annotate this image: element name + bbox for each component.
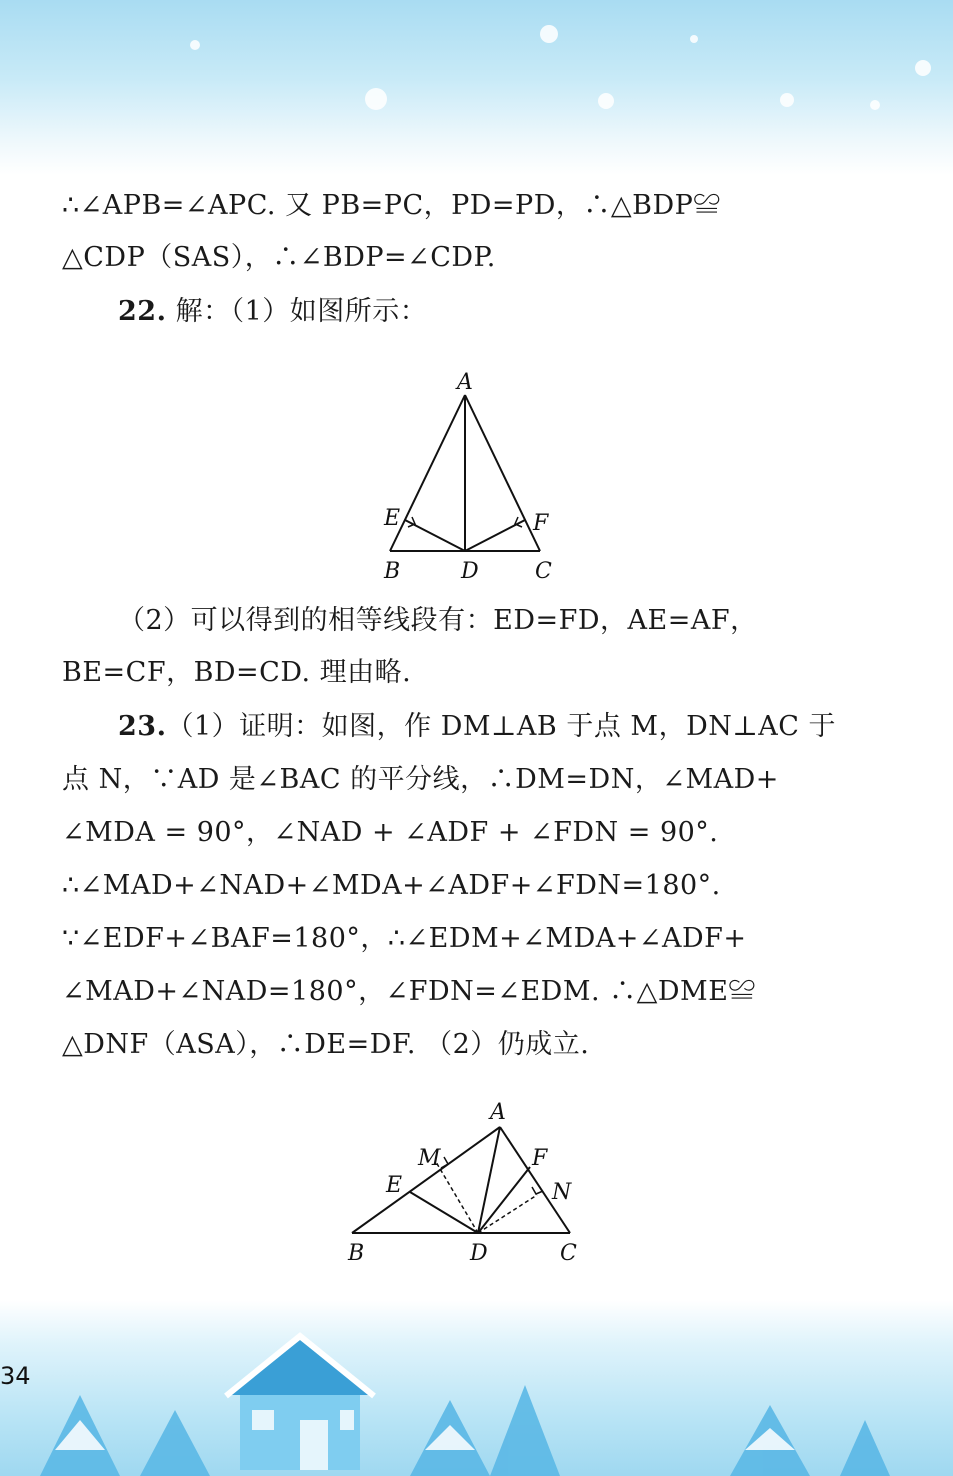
label-f: F [532,1146,548,1171]
problem-22-line [118,296,918,328]
problem-23-number: 23. [118,711,167,742]
label-f: F [533,511,549,536]
label-e: E [386,1173,403,1198]
label-d: D [470,1241,488,1266]
top-decorative-band [0,0,953,175]
text-line-1: ∴∠APB=∠APC. 又 PB=PC，PD=PD，∴△BDP≌ [62,190,721,221]
segment-ac [465,395,540,551]
label-a: A [490,1100,506,1125]
segment-ab [390,395,465,551]
label-c: C [560,1241,577,1266]
label-b: B [384,559,401,584]
segment-de [410,1192,478,1233]
label-b: B [348,1241,365,1266]
label-m: M [418,1146,441,1171]
house-icon [226,1336,374,1470]
problem-22-number: 22. [118,296,167,327]
label-d: D [461,559,479,584]
segment-dn [478,1195,537,1233]
figure-angle-bisector [340,1095,590,1275]
text-line-7: 点 N，∵AD 是∠BAC 的平分线，∴DM=DN，∠MAD+ [62,764,779,795]
figure-isosceles-triangle [370,365,560,590]
problem-23-text: （1）证明：如图，作 DM⊥AB 于点 M，DN⊥AC 于 [166,711,836,742]
segment-ad [478,1127,500,1233]
label-n: N [552,1180,572,1205]
text-line-10: ∵∠EDF+∠BAF=180°，∴∠EDM+∠MDA+∠ADF+ [62,923,747,954]
right-angle-m [441,1157,448,1168]
page-number: 34 [0,1362,31,1390]
text-line-8: ∠MDA = 90°，∠NAD + ∠ADF + ∠FDN = 90°. [62,817,719,848]
label-a: A [457,370,473,395]
text-line-4: （2）可以得到的相等线段有：ED=FD，AE=AF， [118,605,758,636]
segment-ab [352,1127,500,1233]
segment-dm [436,1162,478,1233]
problem-23-line [118,711,918,743]
label-e: E [384,506,401,531]
text-line-5: BE=CF，BD=CD. 理由略. [62,657,412,688]
text-line-12: △DNF（ASA），∴DE=DF. （2）仍成立. [62,1029,590,1060]
text-line-2: △CDP（SAS），∴∠BDP=∠CDP. [62,242,496,273]
text-line-11: ∠MAD+∠NAD=180°，∠FDN=∠EDM. ∴△DME≌ [62,976,756,1007]
winter-scene-illustration [0,1300,953,1476]
problem-22-text: 解：（1）如图所示： [166,296,428,327]
label-c: C [535,559,552,584]
text-line-9: ∴∠MAD+∠NAD+∠MDA+∠ADF+∠FDN=180°. [62,870,721,901]
